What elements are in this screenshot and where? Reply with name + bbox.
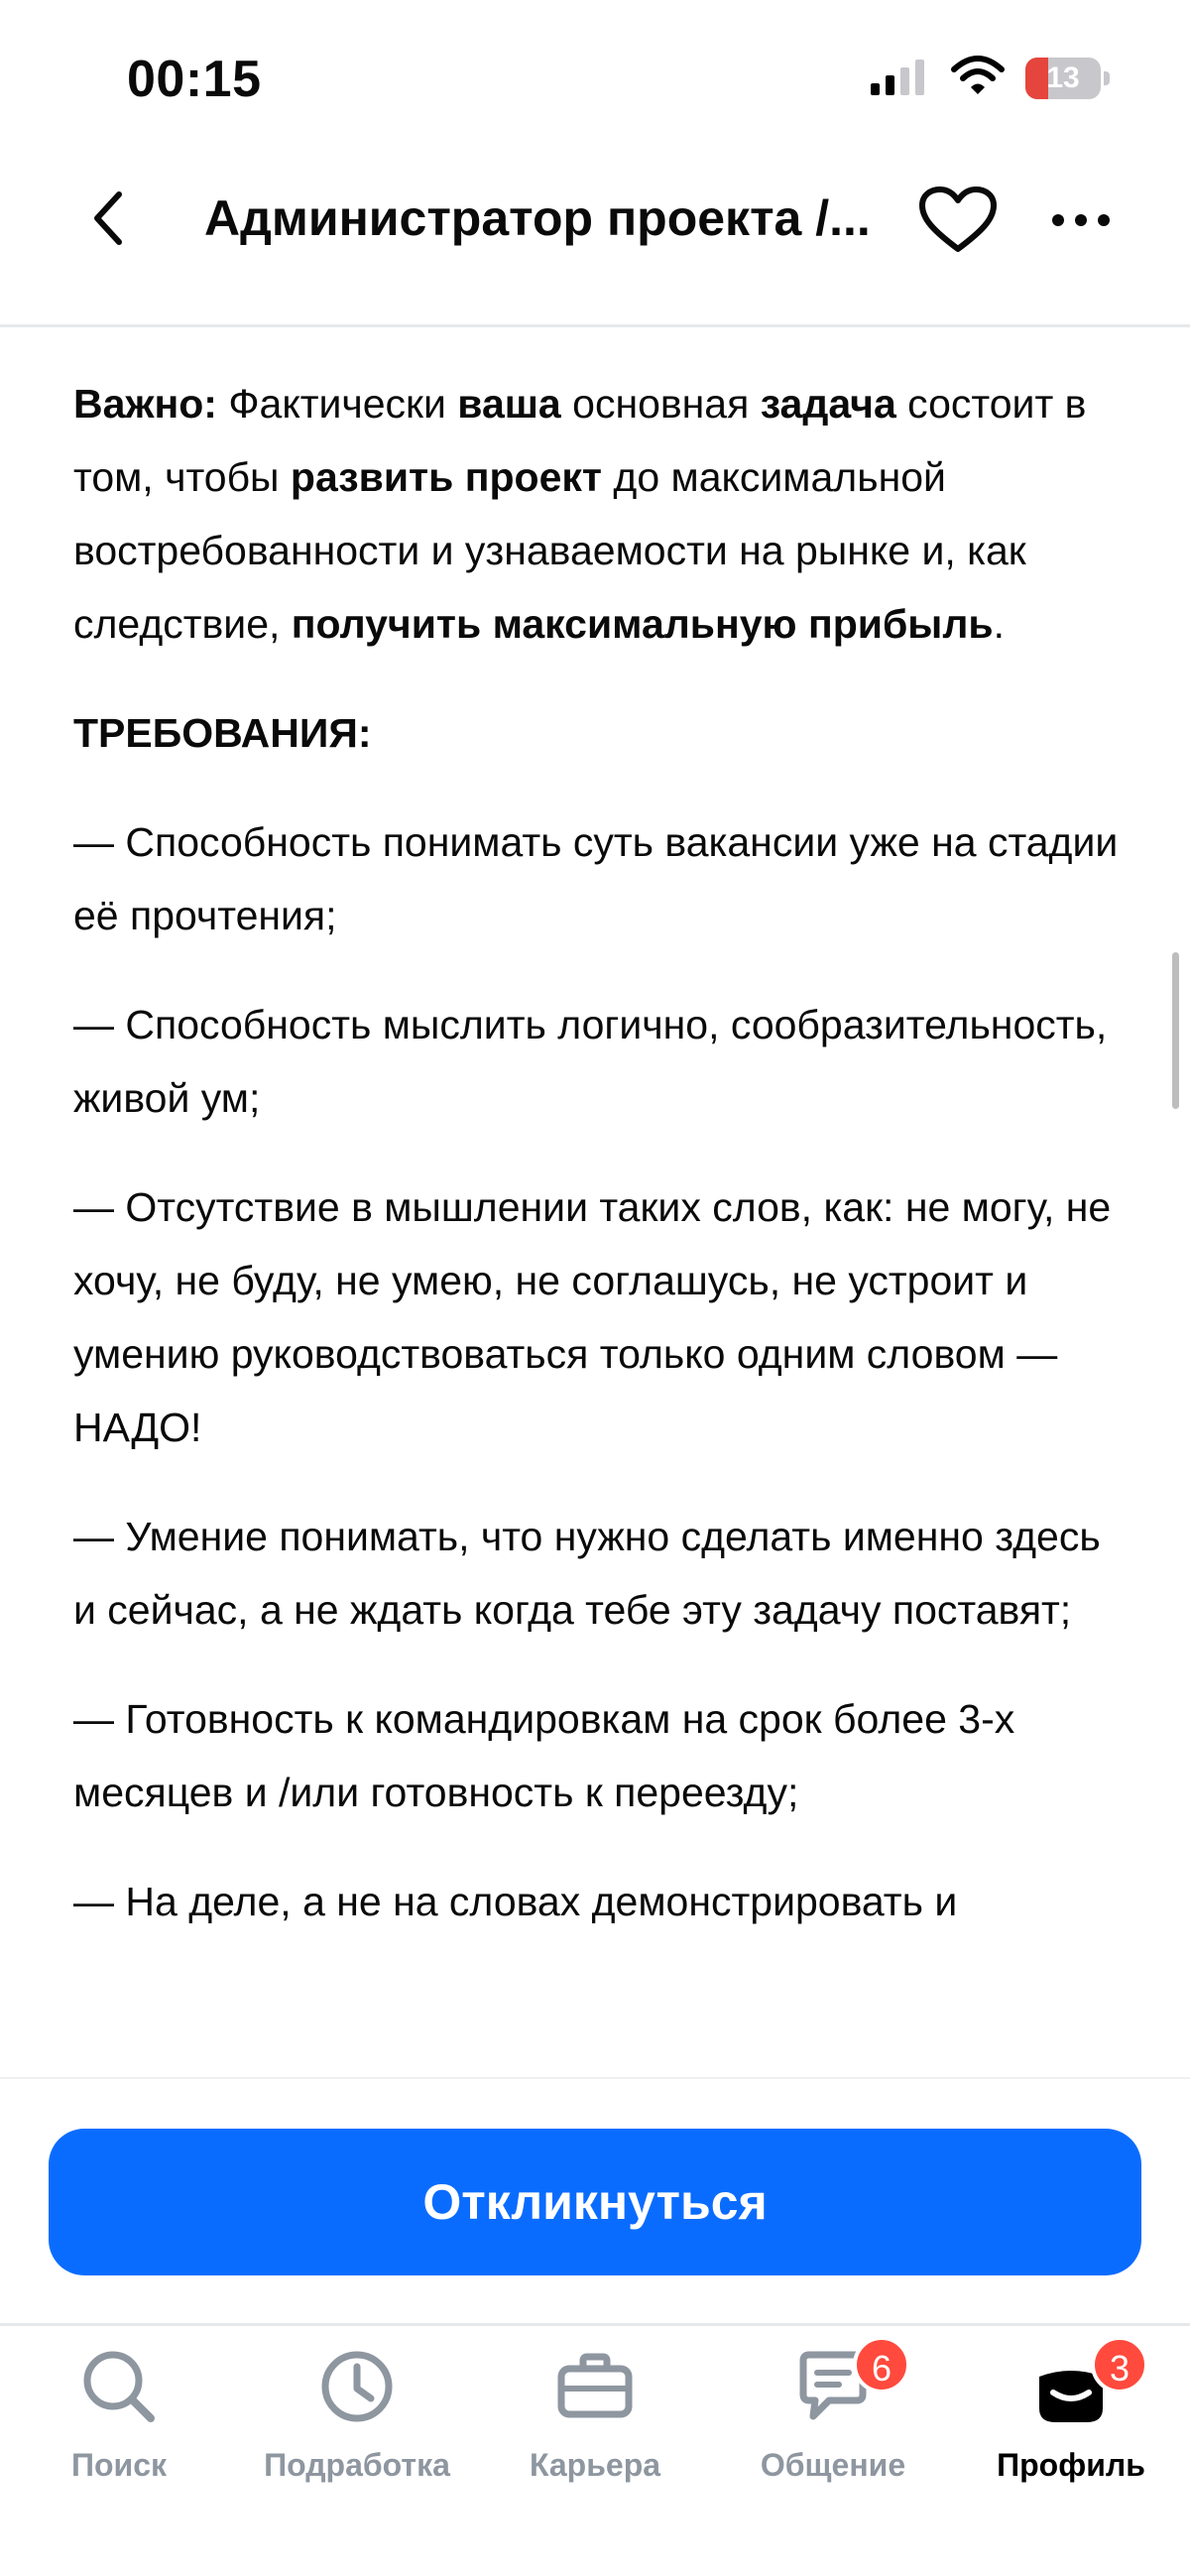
page-title: Администратор проекта /... [204,190,871,246]
notification-badge: 3 [1091,2336,1148,2393]
action-area [0,2077,1190,2323]
status-bar [0,0,1190,149]
requirement-item: — Способность мыслить логично, сообразительность, живой ум; [73,1002,1108,1121]
requirements-heading: ТРЕБОВАНИЯ: [73,710,372,756]
battery-indicator [1025,58,1111,99]
navigation-header [0,149,1190,327]
chevron-left-icon [87,188,131,248]
intro-text: Фактически [216,381,458,427]
intro-paragraph [73,367,1125,661]
tab-label: Профиль [997,2447,1145,2483]
intro-text: до максимальной востребованности и узнаваемости на рынке и, как следствие, [73,454,1026,647]
tab-label: Общение [760,2447,906,2483]
intro-bold-text: развить проект [290,454,602,500]
tab-part-time[interactable] [238,2326,476,2524]
heart-icon [918,185,998,255]
more-horizontal-icon [1050,212,1112,228]
intro-text: основная [560,381,761,427]
intro-important-label: Важно: [73,381,217,427]
intro-bold-text: ваша [457,381,561,427]
intro-text: состоит в том, чтобы [73,381,1087,500]
status-time: 00:15 [127,51,262,108]
tab-label: Карьера [529,2447,661,2483]
tab-label: Подработка [264,2447,450,2483]
tab-messages[interactable] [714,2326,952,2524]
tab-bar [0,2323,1190,2576]
requirement-item: — На деле, а не на словах демонстрировать и [73,1879,958,1924]
scrollbar[interactable] [1172,952,1179,1109]
cellular-signal-icon [869,58,928,97]
clock-icon [317,2347,397,2426]
requirement-item: — Способность понимать суть вакансии уже на стадии её прочтения; [73,819,1119,938]
vacancy-description [73,367,1125,1974]
intro-bold-text: задача [760,381,896,427]
battery-percentage: 13 [1046,61,1080,94]
briefcase-icon [555,2347,635,2426]
favorite-button[interactable] [912,179,1004,262]
requirement-item: — Умение понимать, что нужно сделать именно здесь и сейчас, а не ждать когда тебе эту задачу поставят; [73,1514,1101,1633]
tab-search[interactable] [0,2326,238,2524]
more-options-button[interactable] [1039,179,1123,262]
search-icon [79,2347,159,2426]
notification-badge: 6 [853,2336,910,2393]
apply-button[interactable]: Откликнуться [49,2129,1141,2275]
intro-bold-text: получить максимальную прибыль [291,601,994,647]
wifi-icon [950,54,1006,97]
tab-profile[interactable] [952,2326,1190,2524]
requirement-item: — Готовность к командировкам на срок более 3-х месяцев и /или готовность к переезду; [73,1696,1015,1815]
requirement-item: — Отсутствие в мышлении таких слов, как: не могу, не хочу, не буду, не умею, не соглашусь, не устроит и умению руководствоваться только одним словом — НАДО! [73,1184,1112,1450]
intro-text: . [993,601,1005,647]
tab-label: Поиск [70,2447,168,2483]
back-button[interactable] [69,179,149,258]
tab-career[interactable] [476,2326,714,2524]
